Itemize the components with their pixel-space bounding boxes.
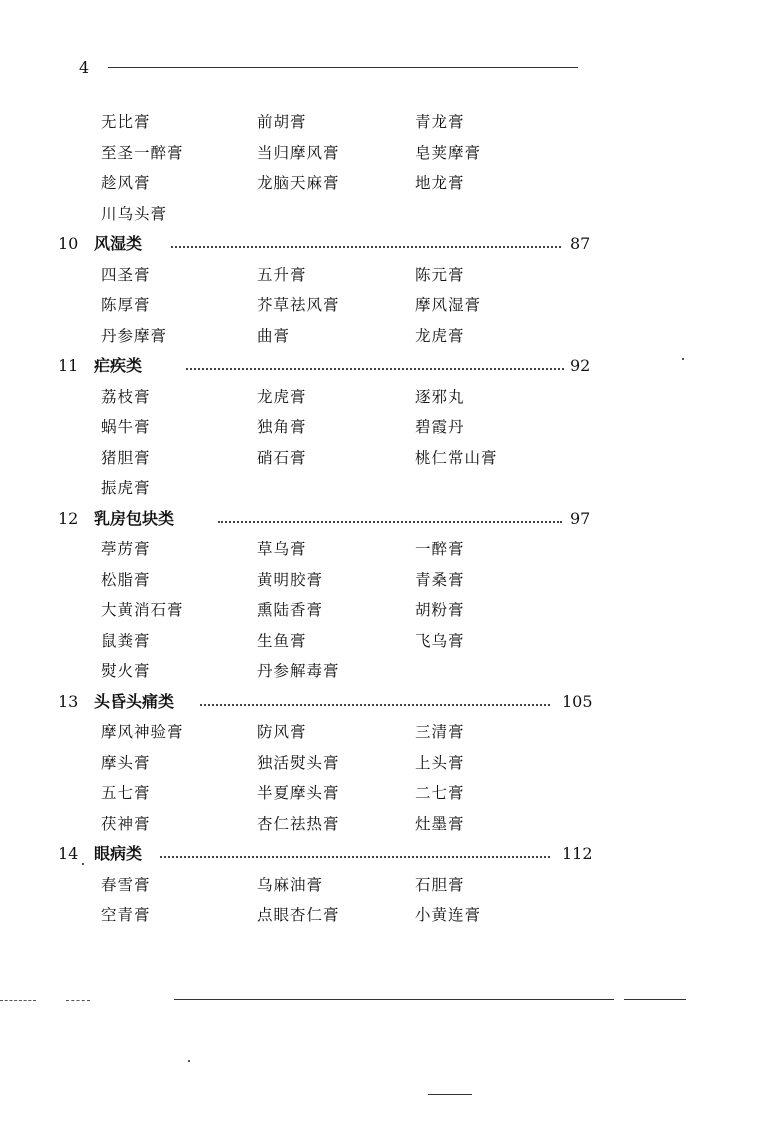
formula-name: 猪胆膏 bbox=[101, 448, 151, 467]
toc-item-row bbox=[0, 138, 777, 169]
formula-name: 黄明胶膏 bbox=[257, 570, 324, 589]
toc-section-heading bbox=[0, 229, 777, 260]
formula-name: 胡粉膏 bbox=[415, 601, 465, 619]
formula-name: 上头膏 bbox=[415, 753, 465, 772]
formula-name: 陈厚膏 bbox=[101, 296, 151, 314]
toc-item-row bbox=[0, 626, 777, 657]
formula-name: 摩风神验膏 bbox=[101, 723, 184, 741]
toc-item-row bbox=[0, 107, 777, 138]
section-number: 11 bbox=[58, 356, 79, 375]
print-speck bbox=[188, 1060, 190, 1062]
formula-name: 独角膏 bbox=[257, 418, 307, 436]
formula-name: 石胆膏 bbox=[415, 875, 465, 894]
formula-name: 独活熨头膏 bbox=[257, 753, 340, 772]
toc-section-heading bbox=[0, 351, 777, 382]
toc-item-row bbox=[0, 199, 777, 230]
header-rule bbox=[108, 67, 578, 68]
footer-dash-left bbox=[0, 1000, 36, 1001]
table-of-contents bbox=[0, 107, 777, 931]
toc-item-row bbox=[0, 290, 777, 321]
toc-item-row bbox=[0, 260, 777, 291]
formula-name: 川乌头膏 bbox=[101, 204, 168, 223]
section-page-number: 92 bbox=[570, 356, 591, 375]
formula-name: 曲膏 bbox=[257, 326, 291, 345]
formula-name: 一醉膏 bbox=[415, 540, 465, 558]
formula-name: 茯神膏 bbox=[101, 814, 151, 833]
section-title: 眼病类 bbox=[94, 844, 143, 863]
dot-leader bbox=[186, 368, 564, 370]
formula-name: 防风膏 bbox=[257, 723, 307, 741]
section-number: 13 bbox=[58, 691, 79, 711]
toc-item-row bbox=[0, 321, 777, 352]
section-number: 14 bbox=[58, 844, 79, 863]
formula-name: 荔枝膏 bbox=[101, 387, 151, 406]
section-title: 疟疾类 bbox=[94, 356, 143, 375]
formula-name: 四圣膏 bbox=[101, 265, 151, 284]
toc-item-row bbox=[0, 473, 777, 504]
dot-leader bbox=[200, 704, 550, 706]
print-speck bbox=[682, 358, 684, 360]
toc-item-row bbox=[0, 900, 777, 931]
formula-name: 振虎膏 bbox=[101, 479, 151, 497]
formula-name: 硝石膏 bbox=[257, 448, 307, 467]
formula-name: 二七膏 bbox=[415, 784, 465, 802]
formula-name: 前胡膏 bbox=[257, 113, 307, 131]
formula-name: 灶墨膏 bbox=[415, 814, 465, 833]
footer-rule-right bbox=[624, 999, 686, 1000]
formula-name: 青桑膏 bbox=[415, 570, 465, 589]
footer-rule bbox=[174, 999, 614, 1000]
formula-name: 小黄连膏 bbox=[415, 906, 482, 924]
formula-name: 飞乌膏 bbox=[415, 631, 465, 650]
toc-section-heading bbox=[0, 687, 777, 718]
formula-name: 陈元膏 bbox=[415, 265, 465, 284]
toc-item-row bbox=[0, 656, 777, 687]
formula-name: 葶苈膏 bbox=[101, 540, 151, 558]
formula-name: 乌麻油膏 bbox=[257, 875, 324, 894]
dot-leader bbox=[218, 521, 562, 523]
formula-name: 松脂膏 bbox=[101, 570, 151, 589]
formula-name: 丹参解毒膏 bbox=[257, 662, 340, 680]
toc-item-row bbox=[0, 534, 777, 565]
formula-name: 五升膏 bbox=[257, 265, 307, 284]
section-number: 12 bbox=[58, 508, 79, 528]
formula-name: 丹参摩膏 bbox=[101, 326, 168, 345]
toc-item-row bbox=[0, 778, 777, 809]
formula-name: 春雪膏 bbox=[101, 875, 151, 894]
section-page-number: 112 bbox=[562, 844, 593, 863]
formula-name: 空青膏 bbox=[101, 906, 151, 924]
formula-name: 无比膏 bbox=[101, 113, 151, 131]
formula-name: 摩头膏 bbox=[101, 753, 151, 772]
footer-dash-left-short bbox=[66, 1000, 90, 1001]
toc-item-row bbox=[0, 748, 777, 779]
formula-name: 点眼杏仁膏 bbox=[257, 906, 340, 924]
formula-name: 当归摩风膏 bbox=[257, 143, 340, 162]
formula-name: 龙虎膏 bbox=[257, 387, 307, 406]
toc-item-row bbox=[0, 168, 777, 199]
formula-name: 地龙膏 bbox=[415, 174, 465, 192]
dot-leader bbox=[160, 856, 550, 858]
formula-name: 生鱼膏 bbox=[257, 631, 307, 650]
formula-name: 熨火膏 bbox=[101, 662, 151, 680]
formula-name: 摩风湿膏 bbox=[415, 296, 482, 314]
section-title: 乳房包块类 bbox=[94, 508, 175, 528]
formula-name: 碧霞丹 bbox=[415, 418, 465, 436]
toc-item-row bbox=[0, 809, 777, 840]
formula-name: 大黄消石膏 bbox=[101, 601, 184, 619]
toc-section-heading bbox=[0, 839, 777, 870]
section-title: 头昏头痛类 bbox=[94, 691, 175, 711]
formula-name: 芥草祛风膏 bbox=[257, 296, 340, 314]
formula-name: 趁风膏 bbox=[101, 174, 151, 192]
page-number: 4 bbox=[79, 58, 90, 77]
toc-section-heading bbox=[0, 504, 777, 535]
toc-item-row bbox=[0, 565, 777, 596]
formula-name: 桃仁常山膏 bbox=[415, 448, 498, 467]
toc-item-row bbox=[0, 412, 777, 443]
toc-item-row bbox=[0, 443, 777, 474]
formula-name: 蜗牛膏 bbox=[101, 418, 151, 436]
section-page-number: 87 bbox=[570, 234, 591, 253]
dot-leader bbox=[171, 246, 561, 248]
formula-name: 鼠粪膏 bbox=[101, 631, 151, 650]
section-page-number: 97 bbox=[570, 508, 591, 528]
formula-name: 青龙膏 bbox=[415, 113, 465, 131]
section-title: 风湿类 bbox=[94, 234, 143, 253]
formula-name: 三清膏 bbox=[415, 723, 465, 741]
print-speck bbox=[82, 863, 84, 865]
toc-item-row bbox=[0, 382, 777, 413]
section-number: 10 bbox=[58, 234, 79, 253]
formula-name: 半夏摩头膏 bbox=[257, 784, 340, 802]
formula-name: 五七膏 bbox=[101, 784, 151, 802]
toc-item-row bbox=[0, 595, 777, 626]
formula-name: 逐邪丸 bbox=[415, 387, 465, 406]
toc-item-row bbox=[0, 717, 777, 748]
toc-item-row bbox=[0, 870, 777, 901]
section-page-number: 105 bbox=[562, 691, 593, 711]
formula-name: 草乌膏 bbox=[257, 540, 307, 558]
formula-name: 龙虎膏 bbox=[415, 326, 465, 345]
formula-name: 龙脑天麻膏 bbox=[257, 174, 340, 192]
formula-name: 熏陆香膏 bbox=[257, 601, 324, 619]
formula-name: 皂荚摩膏 bbox=[415, 143, 482, 162]
formula-name: 至圣一醉膏 bbox=[101, 143, 184, 162]
footer-center-dash bbox=[428, 1094, 472, 1095]
formula-name: 杏仁祛热膏 bbox=[257, 814, 340, 833]
